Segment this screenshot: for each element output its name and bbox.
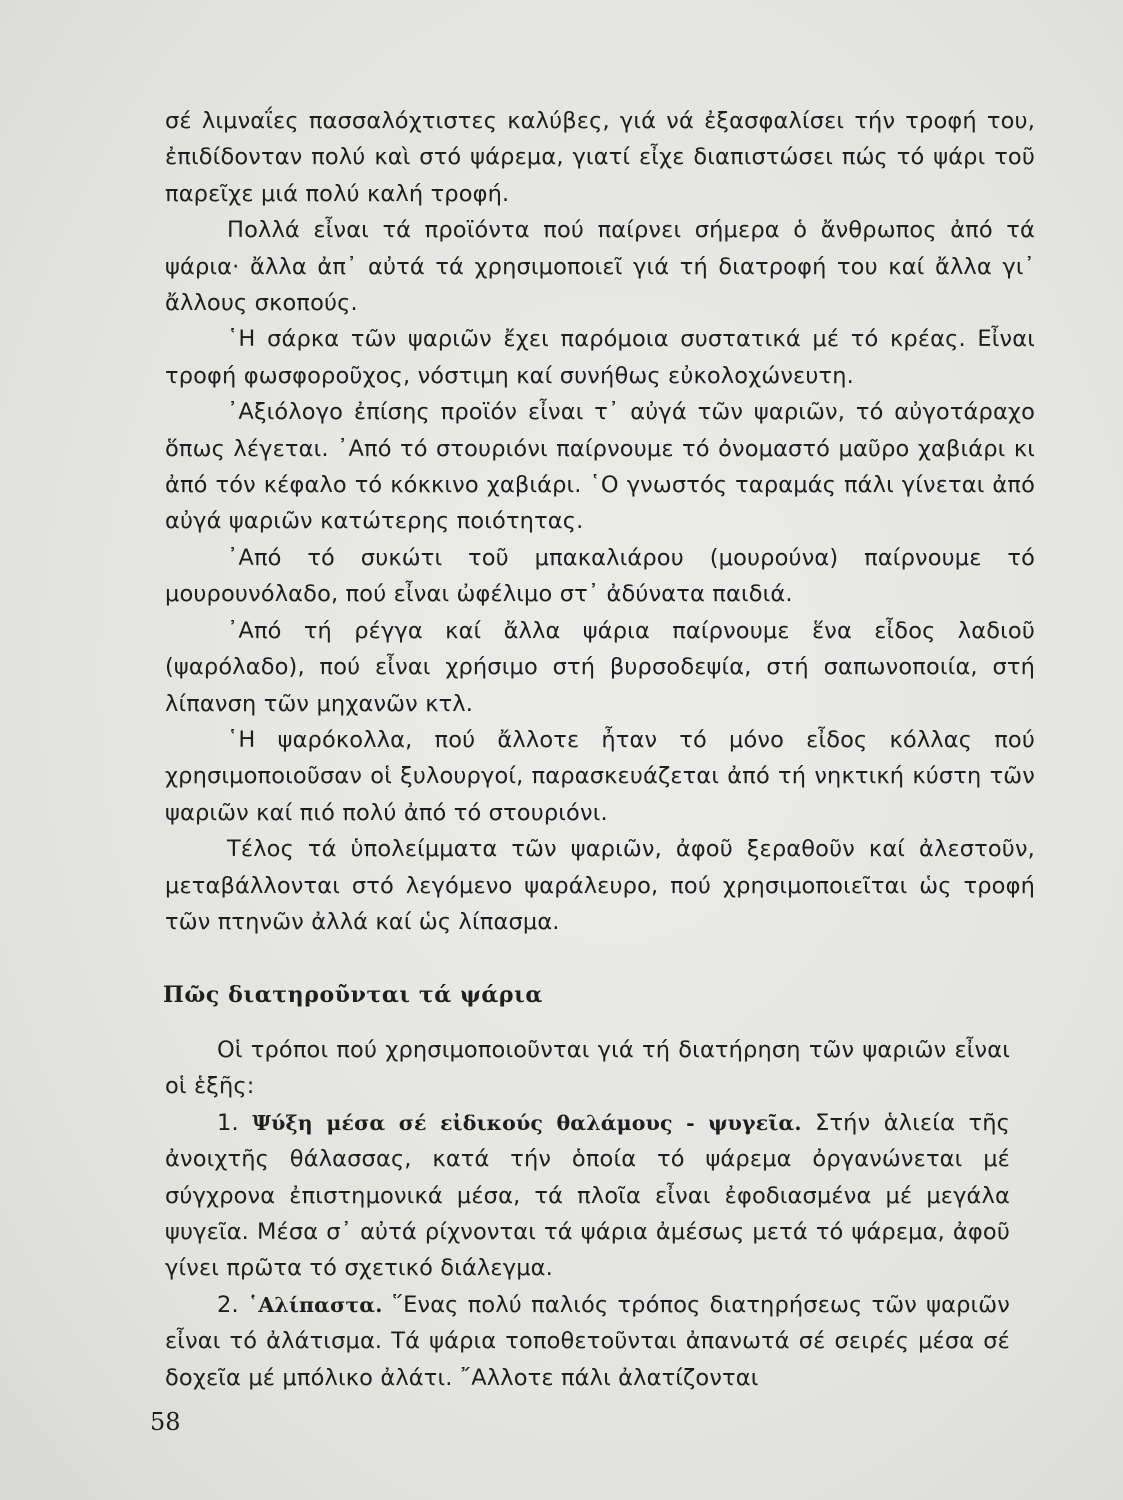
list-item	[165, 1287, 1010, 1396]
item-title: ῾Αλίπαστα.	[247, 1292, 383, 1317]
item-title: Ψύξη μέσα σέ εἰδικούς θαλάμους - ψυγεῖα.	[252, 1110, 802, 1135]
paragraph: ῾Η ψαρόκολλα, πού ἄλλοτε ἦταν τό μόνο εἶδος κόλλας πού χρησιμοποιοῦσαν οἱ ξυλουργοί, παρασκευάζεται ἀπό τή νηκτική κύστη τῶν ψαριῶν καί πιό πολύ ἀπό τό στουριόνι.	[165, 726, 1035, 826]
paragraph: Πολλά εἶναι τά προϊόντα πού παίρνει σήμερα ὁ ἄνθρωπος ἀπό τά ψάρια· ἄλλα ἀπ᾿ αὐτά τά χρησιμοποιεῖ γιά τή διατροφή του καί ἄλλα γι᾿ ἄλλους σκοπούς.	[165, 217, 1035, 317]
paragraph: Τέλος τά ὑπολείμματα τῶν ψαριῶν, ἀφοῦ ξεραθοῦν καί ἀλεστοῦν, μεταβάλλονται στό λεγόμενο ψαράλευρο, πού χρησιμοποιεῖται ὡς τροφή τῶν πτηνῶν ἀλλά καί ὡς λίπασμα.	[165, 836, 1035, 935]
item-body: ῞Ενας πολύ παλιός τρόπος διατηρήσεως τῶν ψαριῶν εἶναι τό ἀλάτισμα. Τά ψάρια τοποθετοῦνται ἀπανωτά σέ σειρές μέσα σέ δοχεῖα μέ μπόλικο ἀλάτι. ῎Αλλοτε πάλι ἀλατίζονται	[165, 1291, 1010, 1391]
body-text	[165, 103, 1035, 940]
paragraph: ᾿Από τή ρέγγα καί ἄλλα ψάρια παίρνουμε ἕνα εἶδος λαδιοῦ (ψαρόλαδο), πού εἶναι χρήσιμο στή βυρσοδεψία, στή σαπωνοποιία, στή λίπανση τῶν μηχανῶν κτλ.	[165, 617, 1035, 717]
paragraph: ῾Η σάρκα τῶν ψαριῶν ἔχει παρόμοια συστατικά μέ τό κρέας. Εἶναι τροφή φωσφοροῦχος, νόστιμη καί συνήθως εὐκολοχώνευτη.	[165, 326, 1035, 389]
section-heading: Πῶς διατηροῦνται τά ψάρια	[163, 982, 543, 1008]
page-number: 58	[150, 1408, 181, 1436]
item-number: 1.	[217, 1109, 239, 1136]
list-item	[165, 1105, 1010, 1287]
paragraph: σέ λιμναΐες πασσαλόχτιστες καλύβες, γιά νά ἐξασφαλίσει τήν τροφή του, ἐπιδίδονταν πολύ καὶ στό ψάρεμα, γιατί εἶχε διαπιστώσει πώς τό ψάρι τοῦ παρεῖχε μιά πολύ καλή τροφή.	[165, 108, 1035, 207]
section-body	[165, 1032, 1010, 1396]
item-number: 2.	[217, 1291, 239, 1318]
section-intro: Οἱ τρόποι πού χρησιμοποιοῦνται γιά τή διατήρηση τῶν ψαριῶν εἶναι οἱ ἑξῆς:	[165, 1037, 1010, 1100]
paragraph: ᾿Αξιόλογο ἐπίσης προϊόν εἶναι τ᾿ αὐγά τῶν ψαριῶν, τό αὐγοτάραχο ὅπως λέγεται. ᾿Από τό στουριόνι παίρνουμε τό ὀνομαστό μαῦρο χαβιάρι κι ἀπό τόν κέφαλο τό κόκκινο χαβιάρι. ῾Ο γνωστός ταραμάς πάλι γίνεται ἀπό αὐγά ψαριῶν κατώτερης ποιότητας.	[165, 399, 1035, 535]
paragraph: ᾿Από τό συκώτι τοῦ μπακαλιάρου (μουρούνα) παίρνουμε τό μουρουνόλαδο, πού εἶναι ὠφέλιμο στ᾿ ἀδύνατα παιδιά.	[165, 544, 1035, 608]
item-body: Στήν ἁλιεία τῆς ἀνοιχτῆς θάλασσας, κατά τήν ὁποία τό ψάρεμα ὀργανώνεται μέ σύγχρονα ἐπιστημονικά μέσα, τά πλοῖα εἶναι ἐφοδιασμένα μέ μεγάλα ψυγεῖα. Μέσα σ᾿ αὐτά ρίχνονται τά ψάρια ἀμέσως μετά τό ψάρεμα, ἀφοῦ γίνει πρῶτα τό σχετικό διάλεγμα.	[165, 1109, 1010, 1282]
